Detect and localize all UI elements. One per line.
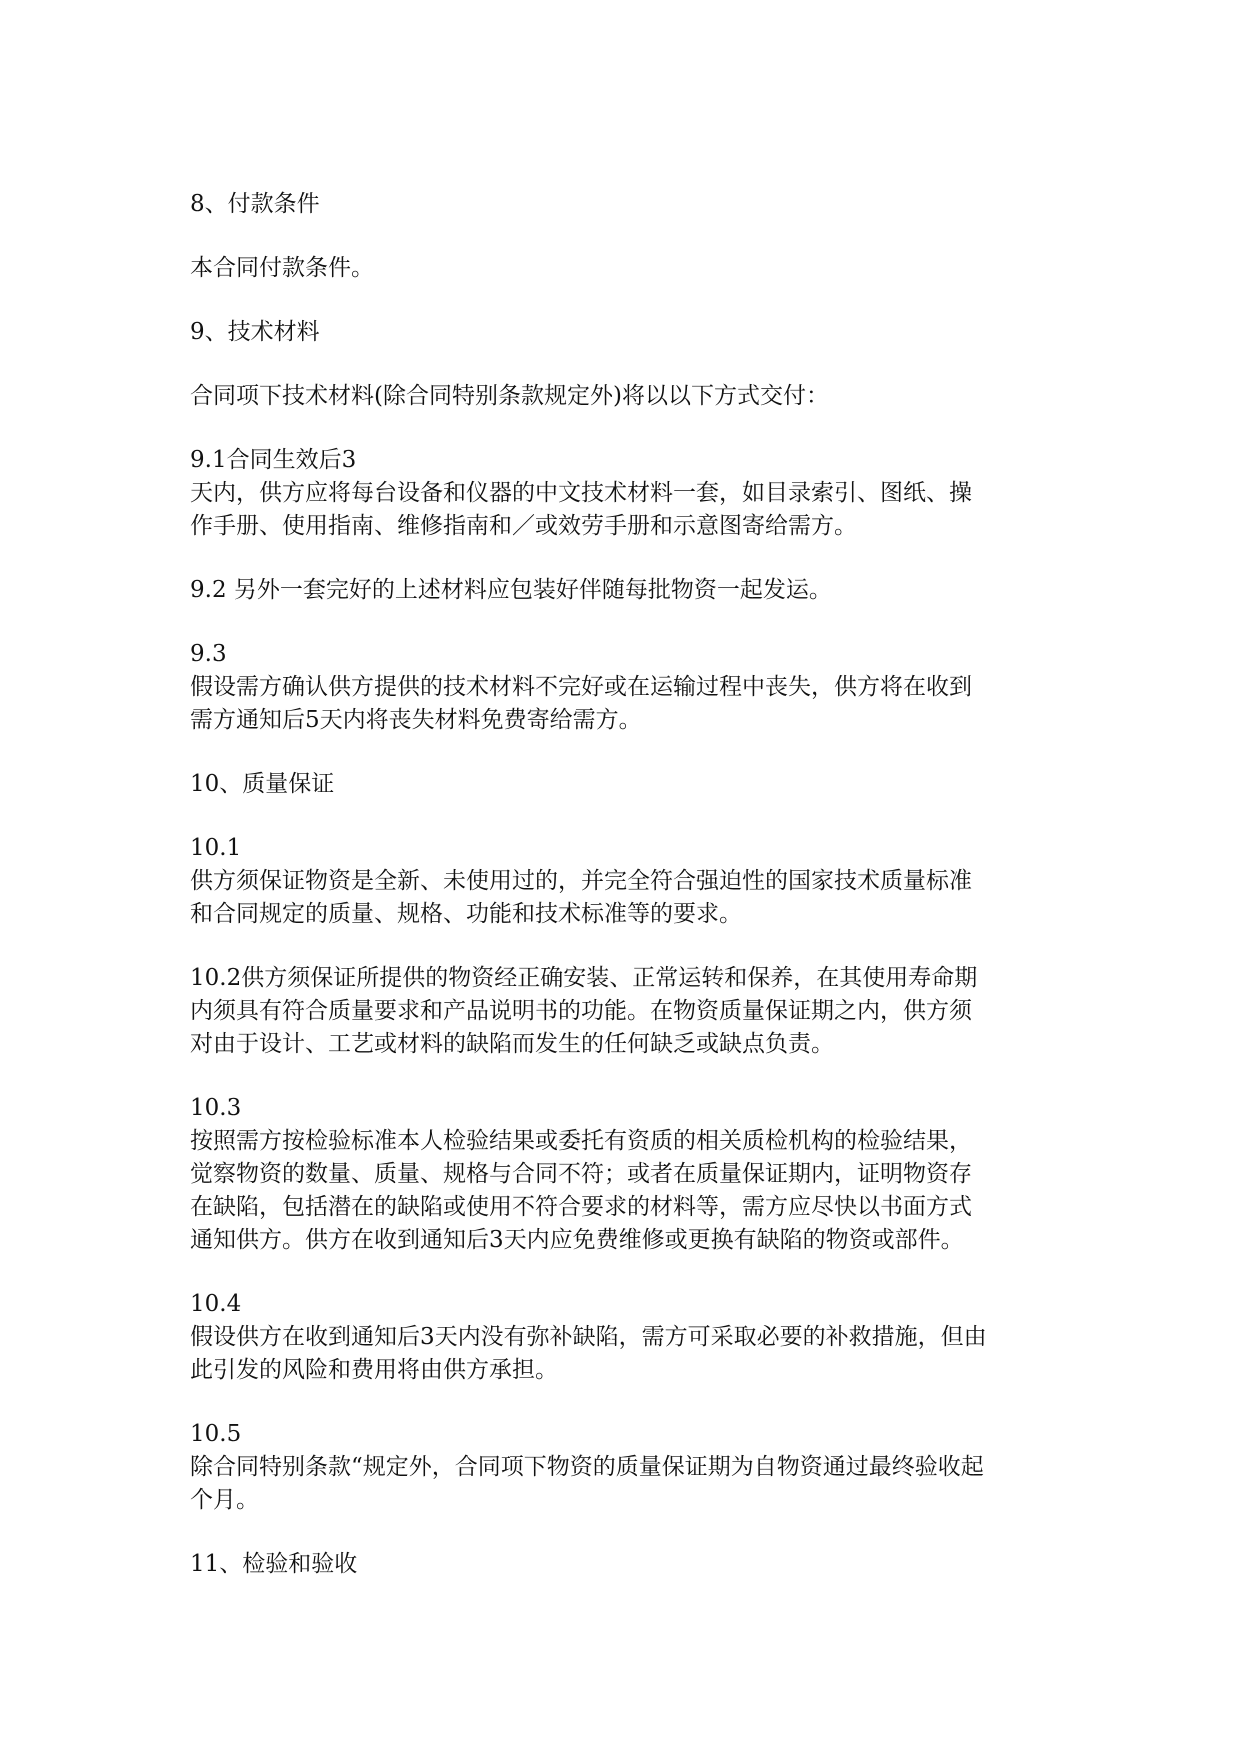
section-heading-technical-materials: 9、技术材料	[190, 319, 320, 345]
section-heading-quality-assurance: 10、质量保证	[190, 771, 335, 797]
document-body	[190, 188, 1060, 1612]
clause-10-3: 10.3 按照需方按检验标准本人检验结果或委托有资质的相关质检机构的检验结果， 觉察物资的数量、质量、规格与合同不符；或者在质量保证期内，证明物资存 在缺陷，包括潜在的缺陷或使用不符合要求的材料等，需方应尽快以书面方式 通知供方。供方在收到通知后3天内应免费维修或更换有缺陷的物资或部件。	[190, 1095, 972, 1253]
section-heading-payment: 8、付款条件	[190, 191, 320, 217]
clause-10-2: 10.2供方须保证所提供的物资经正确安装、正常运转和保养，在其使用寿命期 内须具有符合质量要求和产品说明书的功能。在物资质量保证期之内，供方须 对由于设计、工艺或材料的缺陷而发生的任何缺乏或缺点负责。	[190, 965, 978, 1057]
clause-10-1: 10.1 供方须保证物资是全新、未使用过的，并完全符合强迫性的国家技术质量标准 和合同规定的质量、规格、功能和技术标准等的要求。	[190, 835, 972, 927]
section-heading-inspection: 11、检验和验收	[190, 1551, 358, 1577]
paragraph-delivery-method: 合同项下技术材料(除合同特别条款规定外)将以以下方式交付：	[190, 383, 829, 409]
clause-9-3: 9.3 假设需方确认供方提供的技术材料不完好或在运输过程中丧失，供方将在收到 需方通知后5天内将丧失材料免费寄给需方。	[190, 641, 972, 733]
clause-9-1: 9.1合同生效后3 天内，供方应将每台设备和仪器的中文技术材料一套，如目录索引、图纸、操 作手册、使用指南、维修指南和／或效劳手册和示意图寄给需方。	[190, 447, 972, 539]
clause-9-2: 9.2 另外一套完好的上述材料应包装好伴随每批物资一起发运。	[190, 577, 832, 603]
clause-10-5: 10.5 除合同特别条款“规定外，合同项下物资的质量保证期为自物资通过最终验收起 个月。	[190, 1421, 984, 1513]
paragraph-payment-terms: 本合同付款条件。	[190, 255, 374, 281]
clause-10-4: 10.4 假设供方在收到通知后3天内没有弥补缺陷，需方可采取必要的补救措施，但由 此引发的风险和费用将由供方承担。	[190, 1291, 987, 1383]
